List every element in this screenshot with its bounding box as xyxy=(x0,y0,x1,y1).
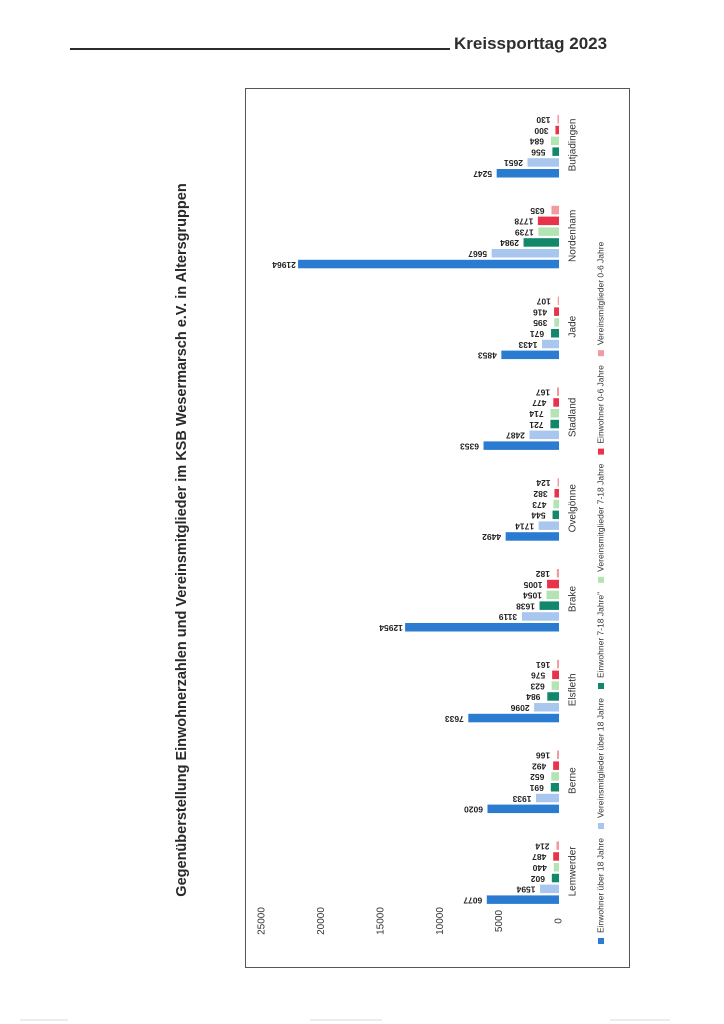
data-label: 1054 xyxy=(523,590,542,601)
legend-swatch xyxy=(598,350,604,356)
legend-label: Vereinsmitglieder 0-6 Jahre xyxy=(595,241,606,346)
bar-elsfleth xyxy=(557,660,559,669)
bar-berne xyxy=(536,794,559,803)
page-edge-mark xyxy=(310,1019,382,1021)
legend-label: Vereinsmitglieder über 18 Jahre xyxy=(595,698,606,819)
bar-berne xyxy=(551,783,559,792)
data-label: 130 xyxy=(536,115,551,125)
category-label: Butjadingen xyxy=(567,118,579,172)
bar-lemwerder xyxy=(540,885,559,894)
legend-swatch xyxy=(598,577,604,583)
legend-label: Einwohner 0-6 Jahre xyxy=(595,365,606,444)
bar-elsfleth xyxy=(552,671,559,680)
data-label: 1005 xyxy=(523,579,543,590)
legend-label: Einwohner 7-18 Jahre" xyxy=(595,591,606,678)
header-title: Kreissporttag 2023 xyxy=(454,34,608,53)
data-label: 492 xyxy=(532,761,547,772)
bar-jade xyxy=(542,340,559,349)
bar-stadland xyxy=(529,431,559,440)
data-label: 300 xyxy=(534,125,549,136)
data-label: 1933 xyxy=(512,793,532,804)
category-label: Jade xyxy=(567,315,579,338)
bar-nordenham xyxy=(524,238,559,247)
bar-butjadingen xyxy=(552,147,559,156)
category-label: Elsfleth xyxy=(567,673,579,707)
bar-stadland xyxy=(551,409,559,418)
data-label: 382 xyxy=(533,489,548,499)
bar-elsfleth xyxy=(534,703,559,712)
bar-stadland xyxy=(484,441,559,450)
data-label: 6020 xyxy=(464,804,483,815)
page-edge-mark xyxy=(610,1019,670,1021)
data-label: 21964 xyxy=(272,259,296,270)
bar-brake xyxy=(540,601,559,610)
data-label: 5667 xyxy=(468,249,488,259)
bar-brake xyxy=(522,612,559,621)
category-label: Ovelgönne xyxy=(567,484,579,533)
page-edge-mark xyxy=(20,1019,68,1021)
data-label: 167 xyxy=(535,387,551,398)
axis-tick-label: 20000 xyxy=(316,907,328,935)
legend-swatch xyxy=(598,938,604,944)
data-label: 684 xyxy=(529,136,544,147)
data-label: 395 xyxy=(533,318,548,329)
data-label: 487 xyxy=(532,852,547,863)
data-label: 1714 xyxy=(515,521,535,532)
bar-ovelgönne xyxy=(506,532,559,541)
data-label: 214 xyxy=(535,841,550,852)
data-label: 440 xyxy=(532,863,547,873)
bar-brake xyxy=(405,623,559,632)
data-label: 2487 xyxy=(505,430,525,441)
data-label: 691 xyxy=(529,783,544,793)
legend-label: Vereinsmitglieder 7-18 Jahre xyxy=(595,463,606,572)
data-label: 2651 xyxy=(504,158,523,169)
bar-lemwerder xyxy=(487,895,559,904)
bar-elsfleth xyxy=(547,692,559,701)
bar-berne xyxy=(551,772,559,781)
data-label: 12954 xyxy=(379,623,403,633)
category-label: Nordenham xyxy=(567,209,579,262)
bar-lemwerder xyxy=(552,874,559,883)
bar-stadland xyxy=(557,387,559,396)
bar-butjadingen xyxy=(528,158,559,167)
bar-elsfleth xyxy=(552,681,559,690)
legend-swatch xyxy=(598,683,604,689)
category-label: Berne xyxy=(567,767,579,794)
bar-jade xyxy=(501,351,559,360)
bar-nordenham xyxy=(298,260,559,269)
bar-ovelgönne xyxy=(554,489,559,498)
legend-swatch xyxy=(598,823,604,829)
bar-elsfleth xyxy=(468,714,559,723)
bar-jade xyxy=(554,318,559,327)
data-label: 671 xyxy=(529,329,545,339)
bar-ovelgönne xyxy=(558,478,559,487)
data-label: 4492 xyxy=(482,532,502,543)
bar-jade xyxy=(551,329,559,338)
bar-lemwerder xyxy=(554,863,559,872)
bar-ovelgönne xyxy=(539,521,559,530)
data-label: 1739 xyxy=(514,227,534,238)
data-label: 635 xyxy=(530,205,545,216)
chart-frame xyxy=(245,88,630,968)
bar-jade xyxy=(558,297,559,306)
bar-butjadingen xyxy=(551,137,559,146)
bar-ovelgönne xyxy=(553,500,559,509)
header-rule xyxy=(70,48,450,50)
category-label: Brake xyxy=(567,585,579,613)
chart-title: Gegenüberstellung Einwohnerzahlen und Vereinsmitglieder im KSB Wesermarsch e.V. in Altersgruppen xyxy=(174,183,190,897)
axis-tick-label: 25000 xyxy=(256,907,268,935)
category-label: Stadland xyxy=(567,397,579,438)
data-label: 984 xyxy=(526,692,541,703)
bar-brake xyxy=(546,591,559,600)
data-label: 1778 xyxy=(514,216,534,227)
bar-nordenham xyxy=(538,227,559,236)
bar-ovelgönne xyxy=(553,511,559,519)
data-label: 2096 xyxy=(510,703,530,713)
bar-butjadingen xyxy=(555,126,559,135)
data-label: 602 xyxy=(530,873,545,884)
bar-nordenham xyxy=(492,249,559,258)
bar-butjadingen xyxy=(497,169,559,178)
data-label: 1433 xyxy=(518,339,538,350)
data-label: 4853 xyxy=(477,350,497,361)
legend-swatch xyxy=(598,449,604,455)
data-label: 2984 xyxy=(500,238,520,249)
legend-label: Einwohner über 18 Jahre xyxy=(595,838,606,933)
data-label: 3119 xyxy=(498,612,518,623)
axis-tick-label: 10000 xyxy=(434,907,446,935)
axis-tick-label: 5000 xyxy=(494,909,506,933)
data-label: 124 xyxy=(536,478,551,489)
data-label: 477 xyxy=(532,398,547,409)
data-label: 5247 xyxy=(473,169,493,179)
axis-tick-label: 0 xyxy=(553,918,565,924)
bar-berne xyxy=(487,805,559,814)
data-label: 182 xyxy=(535,569,550,579)
bar-stadland xyxy=(553,398,559,407)
data-label: 714 xyxy=(529,409,544,419)
data-label: 473 xyxy=(532,499,547,510)
data-label: 556 xyxy=(531,147,546,158)
bar-nordenham xyxy=(551,206,559,215)
data-label: 416 xyxy=(532,307,548,318)
bar-berne xyxy=(557,751,559,760)
data-label: 1594 xyxy=(516,884,536,895)
data-label: 1638 xyxy=(516,601,536,612)
data-label: 161 xyxy=(535,659,551,670)
data-label: 652 xyxy=(530,772,545,783)
bar-stadland xyxy=(550,420,559,429)
bar-jade xyxy=(554,307,559,316)
data-label: 544 xyxy=(531,510,546,521)
bar-butjadingen xyxy=(557,115,559,124)
data-label: 107 xyxy=(536,296,551,307)
data-label: 623 xyxy=(530,681,545,692)
category-label: Lemwerder xyxy=(567,846,579,897)
data-label: 721 xyxy=(529,419,544,430)
data-label: 6353 xyxy=(460,441,479,452)
bar-brake xyxy=(547,580,559,589)
bar-brake xyxy=(557,569,559,578)
bar-berne xyxy=(553,761,559,770)
data-label: 166 xyxy=(535,750,551,761)
data-label: 576 xyxy=(531,670,546,681)
bar-lemwerder xyxy=(553,852,559,861)
bar-lemwerder xyxy=(556,841,559,850)
bar-chart xyxy=(246,89,631,969)
data-label: 7633 xyxy=(444,713,464,724)
axis-tick-label: 15000 xyxy=(375,907,387,935)
data-label: 6077 xyxy=(463,895,483,906)
bar-nordenham xyxy=(538,217,559,226)
